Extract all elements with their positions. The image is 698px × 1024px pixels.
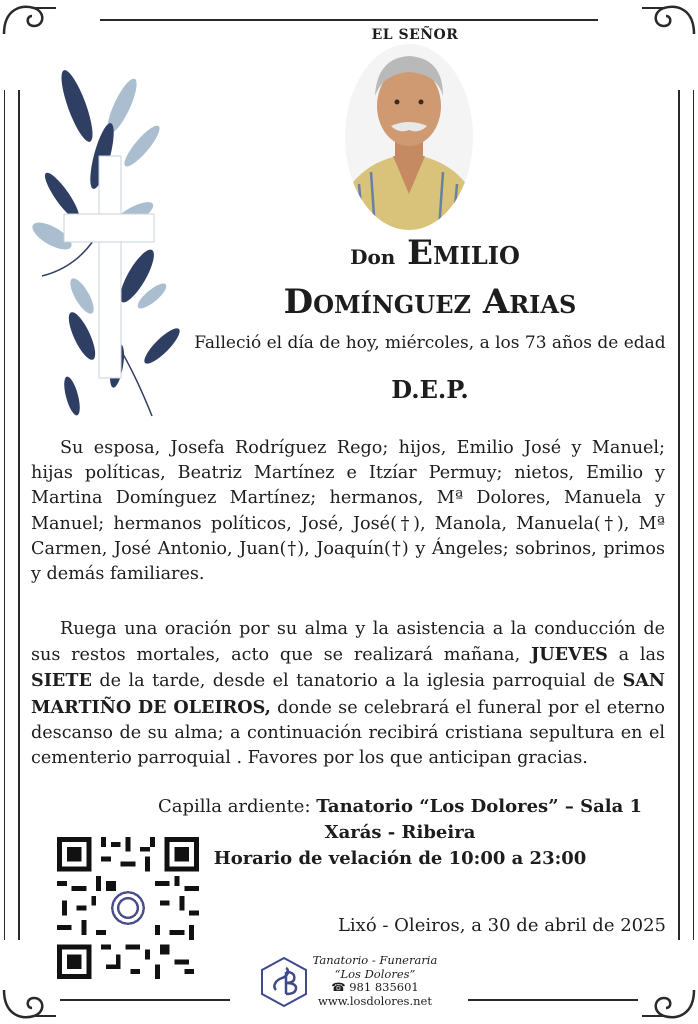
funeral-home-line1: Tanatorio - Funeraria [312, 953, 438, 967]
request-day: JUEVES [530, 644, 608, 666]
chapel-hours: Horario de velación de 10:00 a 23:00 [213, 848, 587, 869]
frame-left-line [18, 90, 20, 940]
chapel-place: Tanatorio “Los Dolores” – Sala 1 [316, 796, 643, 817]
frame-inner-left-line [4, 90, 5, 940]
funeral-home-logo [258, 956, 310, 1008]
request-text-3: de la tarde, desde el tanatorio a la iglesia parroquial de [99, 671, 616, 692]
deceased-first-name [230, 231, 640, 279]
frame-inner-right-line [693, 90, 694, 940]
funeral-home-web[interactable]: www.losdolores.net [318, 993, 432, 1008]
corner-ornament-bottom-left [0, 984, 56, 1024]
frame-top-line [100, 19, 598, 21]
header-label: EL SEÑOR [371, 27, 459, 43]
bottom-divider-right [468, 999, 638, 1001]
request-church: SAN MARTIÑO DE OLEIROS, [31, 670, 666, 718]
request-text-1: Ruega una oración por su alma y la asistencia a la conducción de sus restos mortales, acto que se realizará mañana, [31, 619, 665, 666]
deceased-surname: Domínguez Arias [283, 282, 577, 322]
request-time: SIETE [31, 670, 92, 692]
chapel-info [120, 794, 680, 872]
request-text-4: donde se celebrará el funeral por el eterno descanso de su alma; a continuación recibirá cristiana sepultura en el cementerio parroquial . Favores por los que anticipan gracias. [31, 697, 666, 769]
qr-code[interactable] [57, 837, 199, 979]
corner-ornament-bottom-right [642, 984, 698, 1024]
death-notice: Falleció el día de hoy, miércoles, a los 73 años de edad [194, 333, 666, 353]
funeral-home-info [305, 954, 445, 1008]
bottom-divider-left [60, 999, 230, 1001]
funeral-home-line2: “Los Dolores” [334, 966, 416, 981]
funeral-home-phone[interactable]: ☎ 981 835601 [331, 980, 419, 994]
request-text-2: a las [618, 645, 666, 666]
dep-label: D.E.P. [391, 375, 469, 404]
cross-with-leaves-illustration [22, 36, 194, 426]
chapel-label: Capilla ardiente: [157, 796, 311, 817]
deceased-title: Don [350, 245, 396, 269]
chapel-location: Xarás - Ribeira [324, 822, 476, 843]
place-and-date: Lixó - Oleiros, a 30 de abril de 2025 [337, 915, 666, 936]
deceased-first-name-text: Emilio [407, 233, 520, 273]
portrait-photo [345, 44, 473, 230]
request-paragraph [31, 617, 665, 771]
family-paragraph: Su esposa, Josefa Rodríguez Rego; hijos, Emilio José y Manuel; hijas políticas, Beatriz Martínez e Itzíar Permuy; nietos, Emilio y Martina Domínguez Martínez; hermanos, Mª Dolores, Manuela y Manuel; hermanos políticos, José, José(†), Manola, Manuela(†), Mª Carmen, José Antonio, Juan(†), Joaquín(†) y Ángeles; sobrinos, primos y demás familiares. [31, 438, 665, 585]
